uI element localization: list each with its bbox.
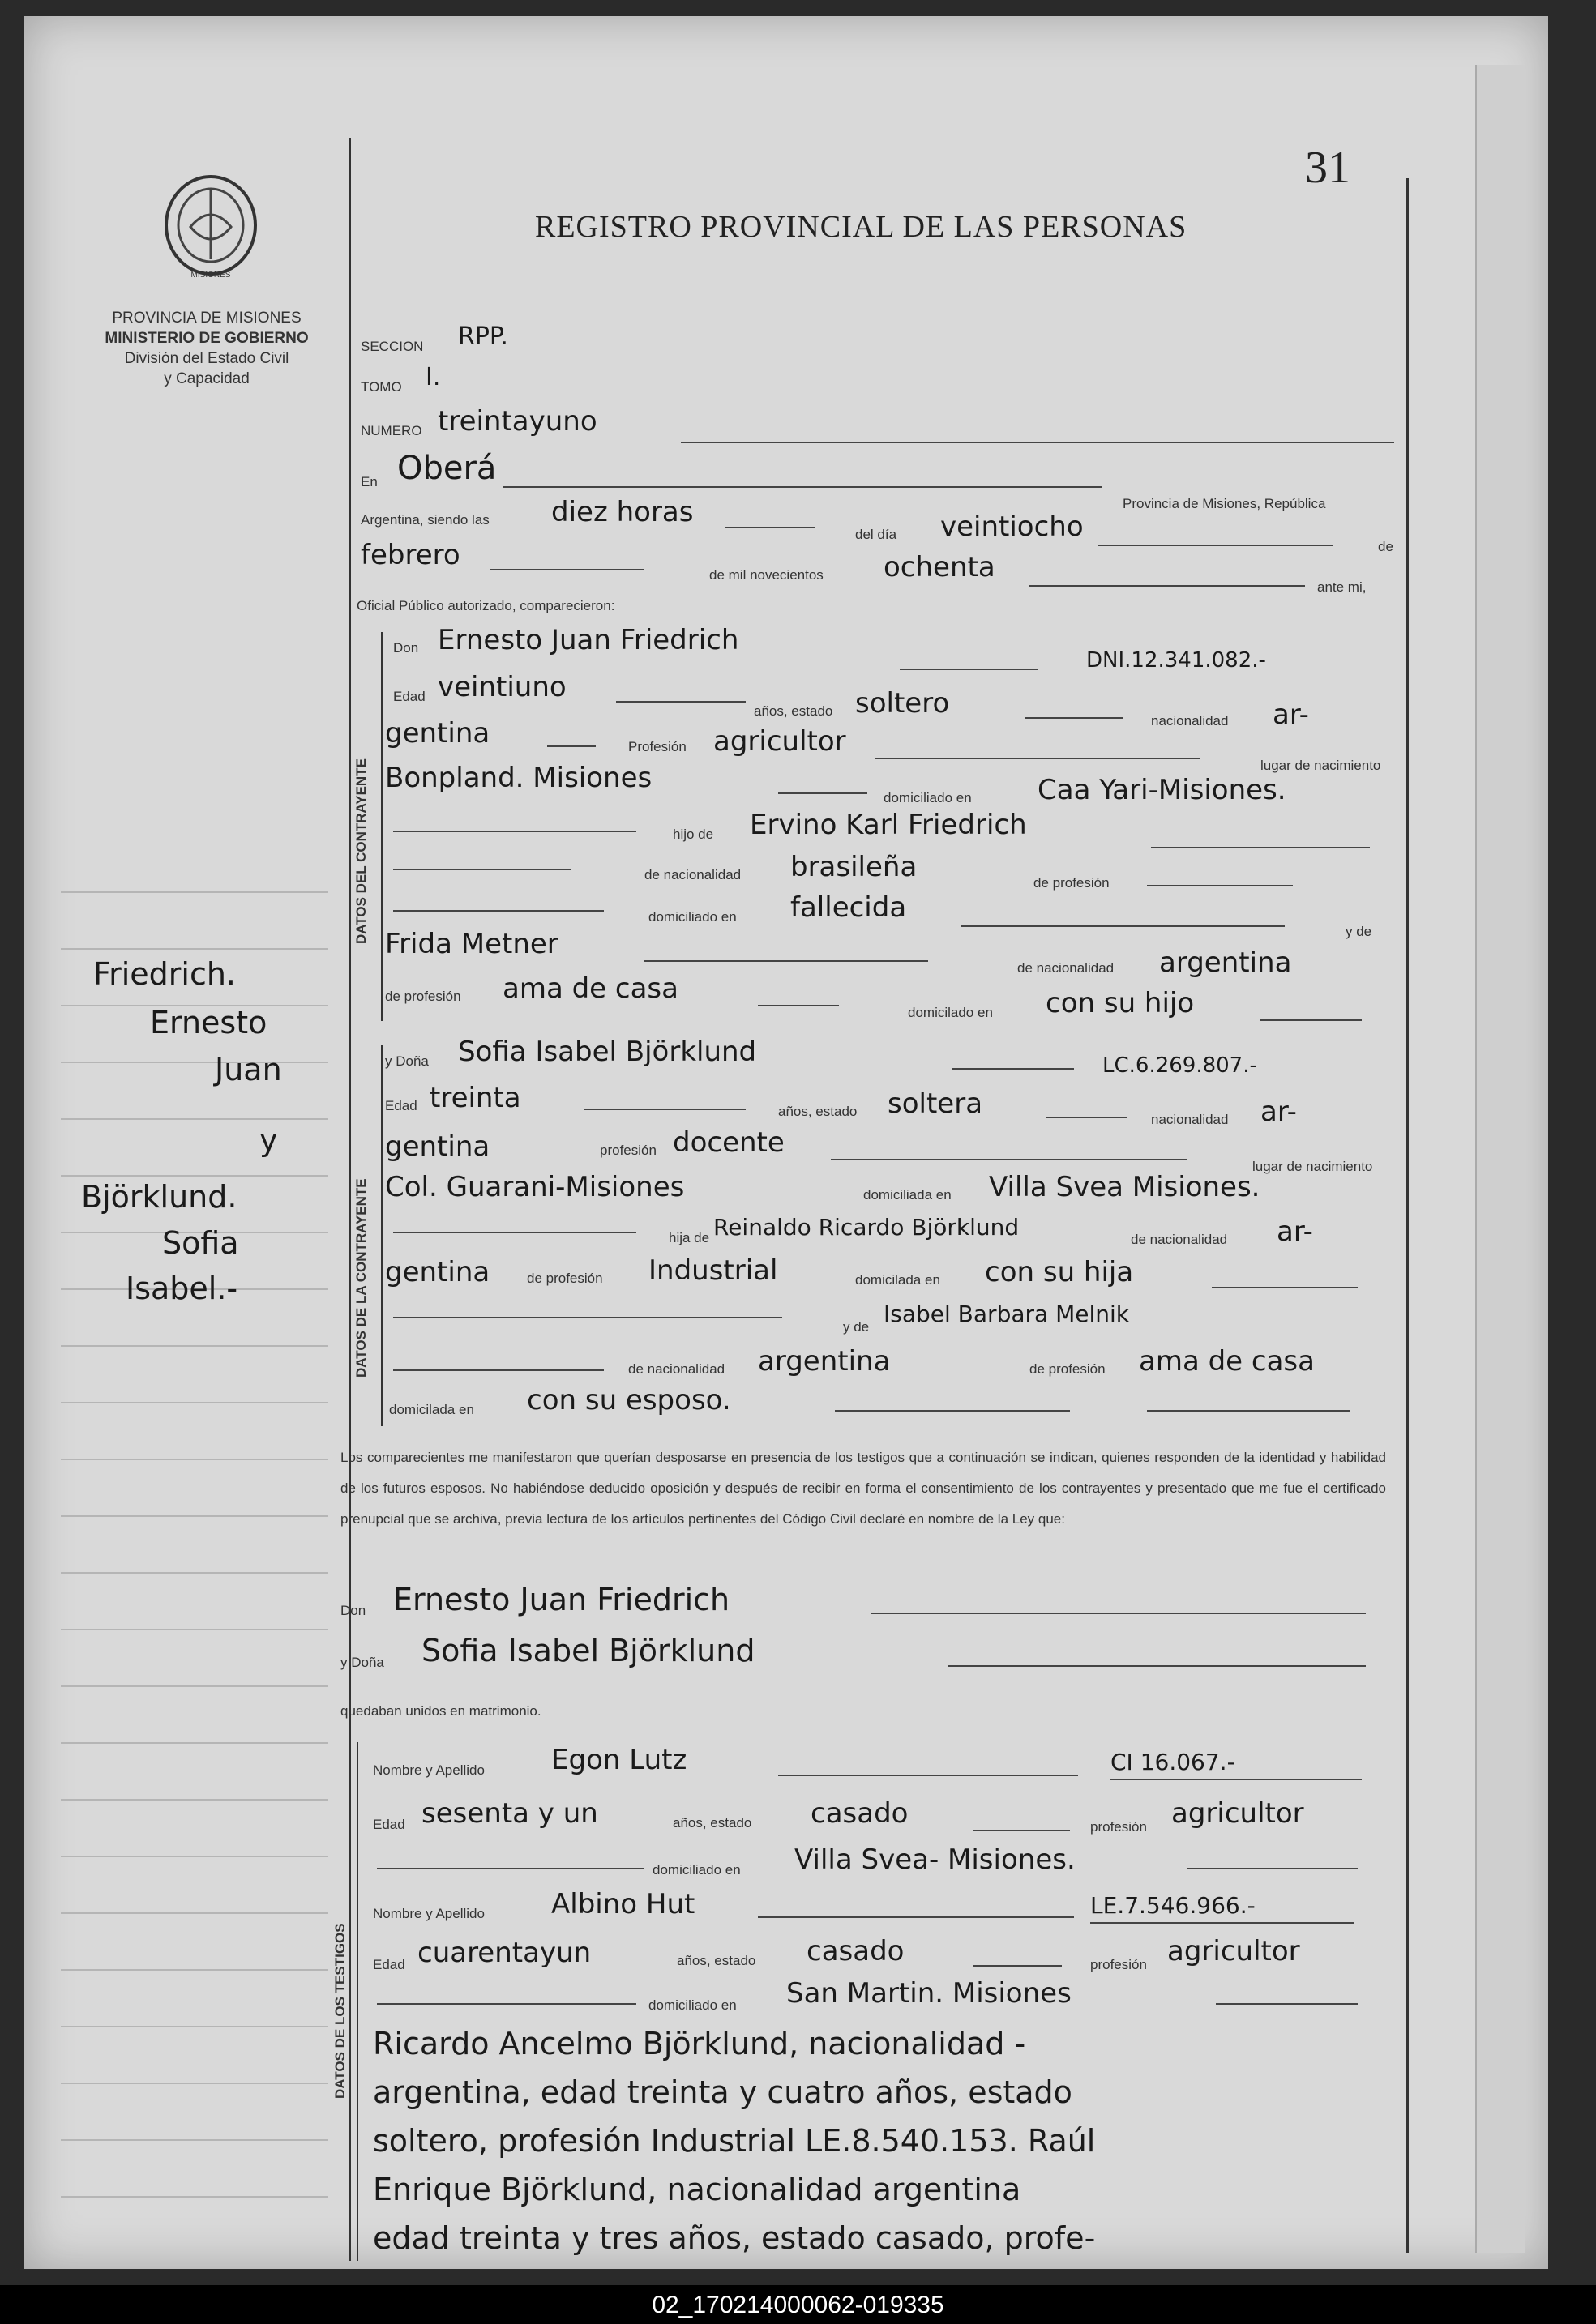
groom-mnac-label: de nacionalidad: [1017, 960, 1115, 976]
bride-estado-fill: [1046, 1117, 1127, 1118]
margin-rule: [61, 1515, 328, 1517]
witness-section-border: [357, 1742, 358, 2261]
don-label: Don: [393, 640, 419, 656]
bride-father-nac: ar-: [1277, 1215, 1313, 1248]
w2-estado: casado: [807, 1935, 905, 1967]
groom-dni: DNI.12.341.082.-: [1086, 648, 1266, 673]
groom-mother-dom: con su hijo: [1046, 987, 1195, 1019]
bride-lc: LC.6.269.807.-: [1102, 1053, 1257, 1078]
w2-name-label: Nombre y Apellido: [373, 1906, 485, 1921]
margin-rule: [61, 1118, 328, 1120]
groom-lugar: Bonpland. Misiones: [385, 762, 653, 794]
groom-father-fill: [1151, 847, 1370, 848]
bride-yde-label: y de: [843, 1319, 870, 1335]
bride-prof-label: profesión: [600, 1143, 657, 1158]
anio-value: ochenta: [884, 551, 995, 583]
groom-yde-label: y de: [1346, 924, 1372, 939]
main-right-border: [1406, 178, 1409, 2253]
margin-rule: [61, 948, 328, 950]
groom-fprof-label: de profesión: [1033, 875, 1110, 891]
bride-prof: docente: [673, 1126, 785, 1159]
w1-estado: casado: [811, 1797, 909, 1830]
bride-name-fill: [952, 1068, 1074, 1070]
w2-estado-fill: [973, 1965, 1062, 1967]
w1-name: Egon Lutz: [551, 1744, 687, 1776]
groom-hijo-label: hijo de: [673, 827, 714, 842]
bride-mdom-label: domicilada en: [389, 1402, 474, 1417]
capacity-label: y Capacidad: [164, 370, 250, 387]
w2-dom-fill2: [1216, 2003, 1358, 2005]
margin-rule: [61, 1969, 328, 1971]
bride-edad: treinta: [430, 1082, 521, 1114]
w2-id-fill: [1090, 1922, 1354, 1924]
groom-estado-fill: [1025, 717, 1123, 719]
margin-note-bride-given1: Sofia: [162, 1225, 239, 1261]
bride-mother-nac: argentina: [758, 1345, 891, 1378]
bride-yde-fill: [393, 1317, 782, 1318]
bride-father-nac2: gentina: [385, 1256, 490, 1288]
w1-prof-label: profesión: [1090, 1819, 1147, 1835]
groom-nac2: gentina: [385, 717, 490, 750]
page-number: 31: [1305, 143, 1350, 193]
bride-mother-prof: ama de casa: [1139, 1345, 1315, 1378]
bride-father: Reinaldo Ricardo Björklund: [713, 1214, 1020, 1241]
w1-id: CI 16.067.-: [1110, 1749, 1235, 1775]
margin-note-and: y: [259, 1122, 278, 1158]
margin-rule: [61, 2083, 328, 2084]
w2-id: LE.7.546.966.-: [1090, 1892, 1256, 1919]
w1-dom: Villa Svea- Misiones.: [794, 1843, 1076, 1876]
dona-label: y Doña: [385, 1053, 429, 1069]
groom-mdom-label: domicilado en: [908, 1005, 993, 1020]
margin-rule: [61, 1912, 328, 1914]
groom-edad-fill: [616, 701, 746, 703]
bride-name: Sofia Isabel Björklund: [458, 1036, 757, 1068]
w2-edad: cuarentayun: [417, 1937, 592, 1969]
de-label: de: [1378, 539, 1393, 554]
groom-father: Ervino Karl Friedrich: [750, 809, 1027, 841]
groom-mother-nac: argentina: [1159, 946, 1292, 979]
margin-rule: [61, 2026, 328, 2027]
margin-rule: [61, 1799, 328, 1801]
groom-father-nac: brasileña: [790, 851, 918, 883]
w1-name-fill: [778, 1775, 1078, 1776]
ante-mi-label: ante mi,: [1317, 579, 1367, 595]
margin-rule: [61, 1345, 328, 1347]
bride-nac1: ar-: [1260, 1096, 1297, 1128]
file-identifier: 02_170214000062-019335: [652, 2292, 944, 2318]
groom-prof-fill: [875, 758, 1200, 759]
quedaban-label: quedaban unidos en matrimonio.: [340, 1703, 541, 1719]
bride-fdom-label: domicilada en: [855, 1272, 940, 1288]
margin-rule: [61, 1459, 328, 1460]
bride-estado: soltera: [888, 1087, 983, 1120]
anio-fill: [1029, 585, 1305, 587]
groom-fdom-fill2: [961, 925, 1285, 927]
bride-mdom-fill: [835, 1410, 1070, 1412]
groom-name: Ernesto Juan Friedrich: [438, 624, 739, 656]
groom-mother: Frida Metner: [385, 928, 558, 960]
bride-prof-fill: [831, 1159, 1187, 1160]
hora-fill: [725, 527, 815, 528]
w1-estado-fill: [973, 1830, 1070, 1831]
groom-data-label: DATOS DEL CONTRAYENTE: [353, 758, 369, 944]
main-left-border: [349, 138, 351, 2261]
groom-mprof-label: de profesión: [385, 989, 461, 1004]
groom-domicilio: Caa Yari-Misiones.: [1038, 774, 1286, 806]
margin-rule: [61, 1629, 328, 1630]
bride-mprof-label: de profesión: [1029, 1361, 1106, 1377]
margin-rule: [61, 2196, 328, 2198]
svg-text:MISIONES: MISIONES: [190, 271, 231, 280]
w2-dom-label: domiciliado en: [648, 1997, 737, 2013]
bride-mnac-fill: [393, 1369, 604, 1371]
margin-note-given2: Juan: [215, 1052, 282, 1087]
groom-father-dom: fallecida: [790, 891, 907, 924]
w2-edad-label: Edad: [373, 1957, 405, 1972]
w2-prof: agricultor: [1167, 1935, 1300, 1967]
w1-dom-fill2: [1187, 1868, 1358, 1869]
w1-anos-label: años, estado: [673, 1815, 752, 1831]
bride-fdom-fill: [1212, 1287, 1358, 1288]
margin-note-bride-given2: Isabel.-: [126, 1271, 238, 1306]
en-value: Oberá: [397, 450, 497, 487]
extra-witness-line4: Enrique Björklund, nacionalidad argentina: [373, 2172, 1021, 2207]
margin-rule: [61, 1062, 328, 1063]
extra-witness-line5: edad treinta y tres años, estado casado, profe-: [373, 2220, 1096, 2256]
w2-name: Albino Hut: [551, 1888, 695, 1920]
groom-mother-fill: [644, 960, 928, 962]
margin-note-given1: Ernesto: [150, 1005, 267, 1040]
declared-don-fill: [871, 1613, 1366, 1614]
bride-hija-label: hija de: [669, 1230, 710, 1245]
margin-rule: [61, 891, 328, 893]
bride-mother-dom: con su esposo.: [527, 1384, 731, 1416]
groom-mother-prof: ama de casa: [503, 972, 678, 1005]
groom-anos-label: años, estado: [754, 703, 833, 719]
ministry-label: MINISTERIO DE GOBIERNO: [105, 330, 309, 347]
bride-domicilio: Villa Svea Misiones.: [989, 1171, 1260, 1203]
groom-estado: soltero: [855, 687, 950, 720]
groom-nac2-fill: [547, 745, 596, 747]
groom-dom-label: domiciliado en: [884, 790, 972, 805]
w1-name-label: Nombre y Apellido: [373, 1762, 485, 1778]
numero-fill: [681, 442, 1394, 443]
bride-father-prof: Industrial: [648, 1254, 778, 1287]
groom-edad-label: Edad: [393, 689, 426, 704]
w1-id-fill: [1110, 1779, 1362, 1780]
extra-witness-line2: argentina, edad treinta y cuatro años, estado: [373, 2074, 1072, 2110]
bride-fnac-label: de nacionalidad: [1131, 1232, 1228, 1247]
groom-fprof-fill: [1147, 885, 1293, 886]
groom-lugar-fill: [778, 792, 867, 794]
de-mil-label: de mil novecientos: [709, 567, 824, 583]
bride-fprof-label: de profesión: [527, 1271, 603, 1286]
extra-witness-line3: soltero, profesión Industrial LE.8.540.153. Raúl: [373, 2123, 1096, 2159]
tomo-label: TOMO: [361, 379, 402, 395]
margin-rule: [61, 1685, 328, 1687]
bride-section-border: [381, 1045, 383, 1426]
margin-rule: [61, 1742, 328, 1744]
bride-data-label: DATOS DE LA CONTRAYENTE: [353, 1178, 369, 1378]
document-title: REGISTRO PROVINCIAL DE LAS PERSONAS: [535, 210, 1187, 244]
declared-don-label: Don: [340, 1603, 366, 1618]
w1-dom-fill: [377, 1868, 644, 1869]
footer-bar: [0, 2285, 1596, 2324]
margin-rule: [61, 1175, 328, 1177]
seccion-label: SECCION: [361, 339, 424, 354]
en-fill: [503, 486, 1102, 488]
groom-prof: agricultor: [713, 725, 846, 758]
declared-don: Ernesto Juan Friedrich: [393, 1582, 730, 1617]
tomo-value: I.: [426, 363, 441, 391]
groom-fdom-fill: [393, 910, 604, 912]
w1-edad: sesenta y un: [421, 1797, 598, 1830]
margin-rule: [61, 2139, 328, 2141]
w2-name-fill: [758, 1916, 1074, 1918]
bride-father-dom: con su hija: [985, 1256, 1134, 1288]
division-label: División del Estado Civil: [124, 350, 289, 367]
groom-mprof-fill: [758, 1005, 839, 1006]
groom-lugar-label: lugar de nacimiento: [1260, 758, 1381, 773]
numero-value: treintayuno: [438, 405, 597, 438]
declared-dona: Sofia Isabel Björklund: [421, 1633, 755, 1668]
margin-rule: [61, 1402, 328, 1403]
bride-dom-label: domiciliada en: [863, 1187, 952, 1203]
bride-edad-fill: [584, 1109, 746, 1110]
issuing-authority: [73, 308, 340, 389]
bride-mother: Isabel Barbara Melnik: [884, 1301, 1129, 1327]
page-edge: [1475, 65, 1525, 2253]
mes-value: febrero: [361, 539, 460, 571]
seccion-value: RPP.: [458, 323, 508, 351]
w2-prof-label: profesión: [1090, 1957, 1147, 1972]
w2-dom-fill: [377, 2003, 636, 2005]
bride-lugar: Col. Guarani-Misiones: [385, 1171, 685, 1203]
witness-data-label: DATOS DE LOS TESTIGOS: [332, 1923, 348, 2099]
bride-nac2: gentina: [385, 1130, 490, 1163]
hora-value: diez horas: [551, 496, 694, 528]
w1-dom-label: domiciliado en: [653, 1862, 741, 1878]
dia-fill: [1098, 545, 1333, 546]
del-dia-label: del día: [855, 527, 897, 542]
margin-rule: [61, 1572, 328, 1574]
groom-fnac-label: de nacionalidad: [644, 867, 742, 882]
groom-fnac-fill: [393, 869, 571, 870]
groom-nac-label: nacionalidad: [1151, 713, 1229, 728]
w1-edad-label: Edad: [373, 1817, 405, 1832]
groom-fdom-label: domiciliado en: [648, 909, 737, 925]
groom-edad: veintiuno: [438, 671, 567, 703]
bride-anos-label: años, estado: [778, 1104, 858, 1119]
mes-fill: [490, 569, 644, 570]
dia-value: veintiocho: [940, 511, 1084, 543]
groom-prof-label: Profesión: [628, 739, 687, 754]
groom-name-fill: [900, 669, 1038, 670]
bride-hija-fill: [393, 1232, 636, 1233]
w2-anos-label: años, estado: [677, 1953, 756, 1968]
w1-prof: agricultor: [1171, 1797, 1304, 1830]
margin-note-surname: Friedrich.: [93, 956, 237, 992]
argentina-label: Argentina, siendo las: [361, 512, 490, 528]
w2-dom: San Martin. Misiones: [786, 1977, 1072, 2010]
provincial-seal-icon: [158, 170, 263, 284]
numero-label: NUMERO: [361, 423, 422, 438]
margin-note-bride-surname: Björklund.: [81, 1179, 237, 1215]
bride-nac-label: nacionalidad: [1151, 1112, 1229, 1127]
groom-section-border: [381, 632, 383, 1021]
bride-lugar-label: lugar de nacimiento: [1252, 1159, 1373, 1174]
extra-witness-line1: Ricardo Ancelmo Björklund, nacionalidad -: [373, 2026, 1026, 2061]
declared-dona-fill: [948, 1665, 1366, 1667]
margin-rule: [61, 1856, 328, 1857]
provincia-label: Provincia de Misiones, República: [1123, 496, 1326, 511]
province-label: PROVINCIA DE MISIONES: [112, 310, 302, 327]
declaration-paragraph: Los comparecientes me manifestaron que querían desposarse en presencia de los testigos que a continuación se indican, quienes responden de la identidad y habilidad de los futuros esposos. No habiéndose deducido oposición y después de recibir en forma el consentimiento de los contrayentes y presentado que me fue el certificado prenupcial que se archiva, previa lectura de los artículos pertinentes del Código Civil declaré en nombre de la Ley que:: [340, 1450, 1386, 1527]
declared-dona-label: y Doña: [340, 1655, 384, 1670]
oficial-label: Oficial Público autorizado, comparecieron:: [357, 598, 615, 613]
bride-mnac-label: de nacionalidad: [628, 1361, 725, 1377]
groom-mdom-fill: [1260, 1019, 1362, 1021]
groom-nac1: ar-: [1273, 698, 1309, 731]
bride-mdom-fill2: [1147, 1410, 1350, 1412]
groom-hijo-fill: [393, 831, 636, 832]
en-label: En: [361, 474, 378, 489]
bride-edad-label: Edad: [385, 1098, 417, 1113]
